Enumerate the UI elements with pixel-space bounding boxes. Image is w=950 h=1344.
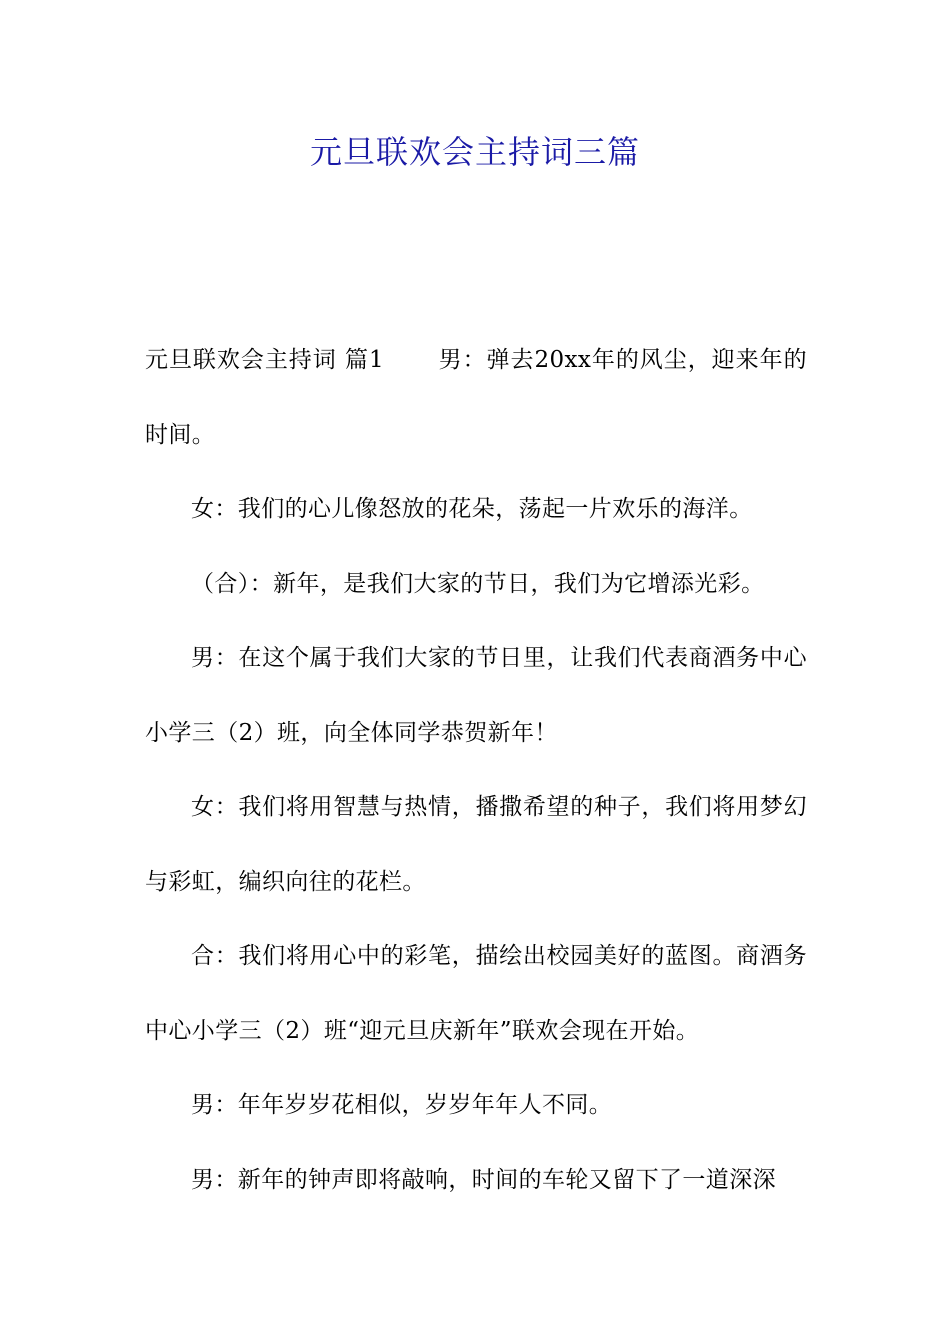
- paragraph-3: （合）：新年，是我们大家的节日，我们为它增添光彩。: [191, 570, 765, 597]
- paragraph-2: 女：我们的心儿像怒放的花朵，荡起一片欢乐的海洋。: [191, 496, 753, 522]
- document-title: 元旦联欢会主持词三篇: [309, 133, 640, 171]
- paragraph-8: 男：新年的钟声即将敲响，时间的车轮又留下了一道深深: [191, 1166, 776, 1193]
- paragraph-6: 合：我们将用心中的彩笔，描绘出校园美好的蓝图。商酒务中心小学三（2）班“迎元旦庆新年”联欢会现在开始。: [145, 943, 807, 1044]
- paragraph-5: 女：我们将用智慧与热情，播撒希望的种子，我们将用梦幻与彩虹，编织向往的花栏。: [145, 794, 807, 895]
- paragraph-1-text: 男：弹去20xx年的风尘，迎来年的时间。: [145, 347, 807, 448]
- paragraph-4: 男：在这个属于我们大家的节日里，让我们代表商酒务中心小学三（2）班，向全体同学恭贺新年！: [145, 645, 807, 746]
- section-heading: 元旦联欢会主持词 篇1: [145, 347, 385, 373]
- paragraph-1: [145, 323, 807, 472]
- document-body: [145, 323, 807, 1217]
- paragraph-7: 男：年年岁岁花相似，岁岁年年人不同。: [191, 1092, 613, 1118]
